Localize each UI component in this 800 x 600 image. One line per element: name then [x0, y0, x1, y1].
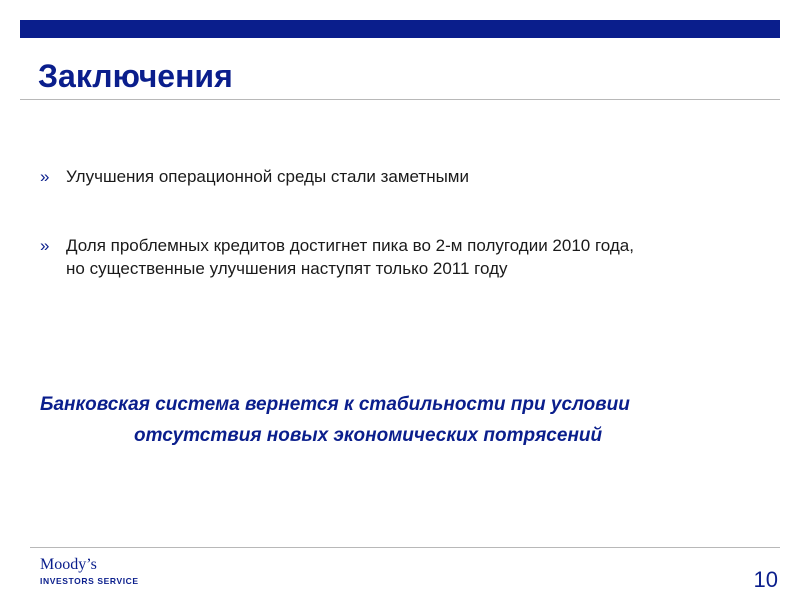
bullet-item — [40, 234, 760, 280]
title-divider — [20, 99, 780, 100]
conclusion-line-1: Банковская система вернется к стабильности при условии — [40, 394, 630, 415]
logo-subtitle-text: INVESTORS SERVICE — [40, 576, 139, 586]
moodys-logo — [40, 553, 160, 589]
footer-divider — [30, 547, 780, 548]
conclusion-statement — [40, 358, 770, 482]
logo-brand-text: Moody’s — [40, 556, 97, 573]
bullet-text: Улучшения операционной среды стали заметными — [66, 167, 469, 186]
top-accent-bar — [20, 20, 780, 38]
slide-title: Заключения — [38, 58, 233, 94]
bullet-text: Доля проблемных кредитов достигнет пика во 2-м полугодии 2010 года, но существенные улучшения наступят только 2011 году — [66, 236, 634, 278]
conclusion-line-2: отсутствия новых экономических потрясений — [134, 425, 603, 446]
bullet-marker-icon: » — [40, 236, 50, 255]
bullet-marker-icon: » — [40, 167, 50, 186]
bullet-item — [40, 165, 760, 188]
page-number: 10 — [753, 567, 778, 592]
moodys-logo-graphic — [40, 553, 160, 589]
